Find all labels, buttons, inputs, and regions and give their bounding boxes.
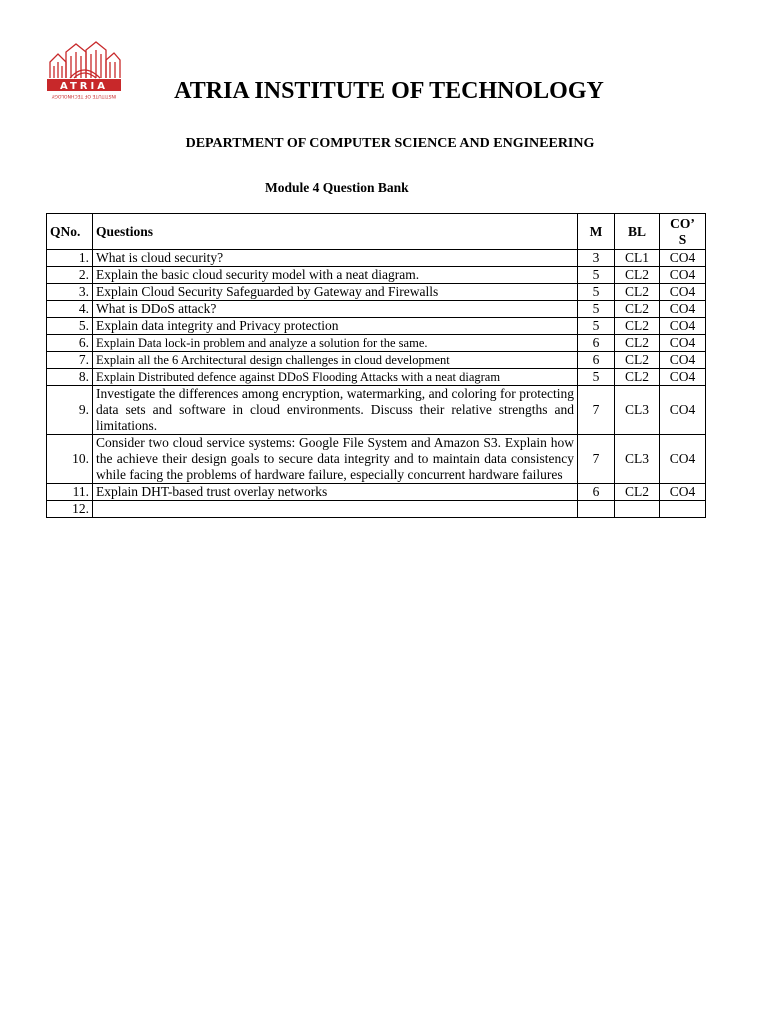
question-text: What is cloud security?	[93, 250, 578, 267]
question-number: 1.	[47, 250, 93, 267]
marks-cell: 7	[578, 386, 615, 435]
bloom-level-cell: CL2	[615, 369, 660, 386]
table-row	[47, 250, 706, 267]
question-number: 10.	[47, 435, 93, 484]
bloom-level-cell: CL2	[615, 484, 660, 501]
course-outcome-cell: CO4	[660, 352, 706, 369]
course-outcome-cell: CO4	[660, 318, 706, 335]
bloom-level-cell: CL2	[615, 267, 660, 284]
course-outcome-cell: CO4	[660, 369, 706, 386]
question-number: 11.	[47, 484, 93, 501]
column-header-bl: BL	[615, 214, 660, 250]
marks-cell: 6	[578, 484, 615, 501]
question-text	[93, 501, 578, 518]
column-header-cos-line1: CO’	[670, 215, 695, 231]
column-header-questions: Questions	[93, 214, 578, 250]
bloom-level-cell: CL1	[615, 250, 660, 267]
course-outcome-cell: CO4	[660, 335, 706, 352]
bloom-level-cell	[615, 501, 660, 518]
bloom-level-cell: CL2	[615, 301, 660, 318]
table-row	[47, 501, 706, 518]
marks-cell: 7	[578, 435, 615, 484]
column-header-cos-line2: S	[678, 231, 687, 247]
column-header-qno: QNo.	[47, 214, 93, 250]
table-row	[47, 386, 706, 435]
department-heading: DEPARTMENT OF COMPUTER SCIENCE AND ENGINEERING	[185, 136, 595, 151]
bloom-level-cell: CL2	[615, 318, 660, 335]
module-heading: Module 4 Question Bank	[265, 180, 409, 195]
question-number: 3.	[47, 284, 93, 301]
question-text: Explain DHT-based trust overlay networks	[93, 484, 578, 501]
table-row	[47, 369, 706, 386]
table-row	[47, 335, 706, 352]
course-outcome-cell	[660, 501, 706, 518]
question-text: Explain data integrity and Privacy protection	[93, 318, 578, 335]
svg-text:INSTITUTE OF TECHNOLOGY: INSTITUTE OF TECHNOLOGY	[51, 93, 117, 98]
institute-title: ATRIA INSTITUTE OF TECHNOLOGY	[174, 78, 604, 104]
question-text: Explain Distributed defence against DDoS Flooding Attacks with a neat diagram	[93, 369, 578, 386]
bloom-level-cell: CL3	[615, 386, 660, 435]
marks-cell: 5	[578, 318, 615, 335]
question-text: Explain the basic cloud security model with a neat diagram.	[93, 267, 578, 284]
marks-cell: 5	[578, 284, 615, 301]
course-outcome-cell: CO4	[660, 250, 706, 267]
marks-cell: 5	[578, 301, 615, 318]
column-header-marks: M	[578, 214, 615, 250]
course-outcome-cell: CO4	[660, 267, 706, 284]
table-row	[47, 267, 706, 284]
question-text: Explain Data lock-in problem and analyze a solution for the same.	[93, 335, 578, 352]
bloom-level-cell: CL2	[615, 284, 660, 301]
table-row	[47, 352, 706, 369]
column-header-cos	[660, 214, 706, 250]
question-number: 2.	[47, 267, 93, 284]
question-number: 8.	[47, 369, 93, 386]
question-text: What is DDoS attack?	[93, 301, 578, 318]
table-row	[47, 284, 706, 301]
question-text: Explain all the 6 Architectural design challenges in cloud development	[93, 352, 578, 369]
marks-cell: 5	[578, 267, 615, 284]
table-row	[47, 318, 706, 335]
question-number: 12.	[47, 501, 93, 518]
question-number: 5.	[47, 318, 93, 335]
question-number: 7.	[47, 352, 93, 369]
course-outcome-cell: CO4	[660, 435, 706, 484]
question-text: Investigate the differences among encryption, watermarking, and coloring for protecting data sets and software in cloud environments. Discuss their relative strengths and limitations.	[93, 386, 578, 435]
marks-cell	[578, 501, 615, 518]
bloom-level-cell: CL3	[615, 435, 660, 484]
marks-cell: 5	[578, 369, 615, 386]
question-text: Consider two cloud service systems: Google File System and Amazon S3. Explain how the achieve their design goals to secure data integrity and to maintain data consistency while facing the problems of hardware failure, especially concurrent hardware failures	[93, 435, 578, 484]
course-outcome-cell: CO4	[660, 301, 706, 318]
course-outcome-cell: CO4	[660, 284, 706, 301]
marks-cell: 6	[578, 352, 615, 369]
table-row	[47, 484, 706, 501]
bloom-level-cell: CL2	[615, 352, 660, 369]
course-outcome-cell: CO4	[660, 484, 706, 501]
question-number: 4.	[47, 301, 93, 318]
marks-cell: 3	[578, 250, 615, 267]
question-bank-table	[46, 213, 706, 518]
course-outcome-cell: CO4	[660, 386, 706, 435]
bloom-level-cell: CL2	[615, 335, 660, 352]
question-number: 6.	[47, 335, 93, 352]
question-text: Explain Cloud Security Safeguarded by Gateway and Firewalls	[93, 284, 578, 301]
marks-cell: 6	[578, 335, 615, 352]
question-number: 9.	[47, 386, 93, 435]
table-row	[47, 435, 706, 484]
svg-text:ATRIA: ATRIA	[60, 81, 108, 92]
table-row	[47, 301, 706, 318]
